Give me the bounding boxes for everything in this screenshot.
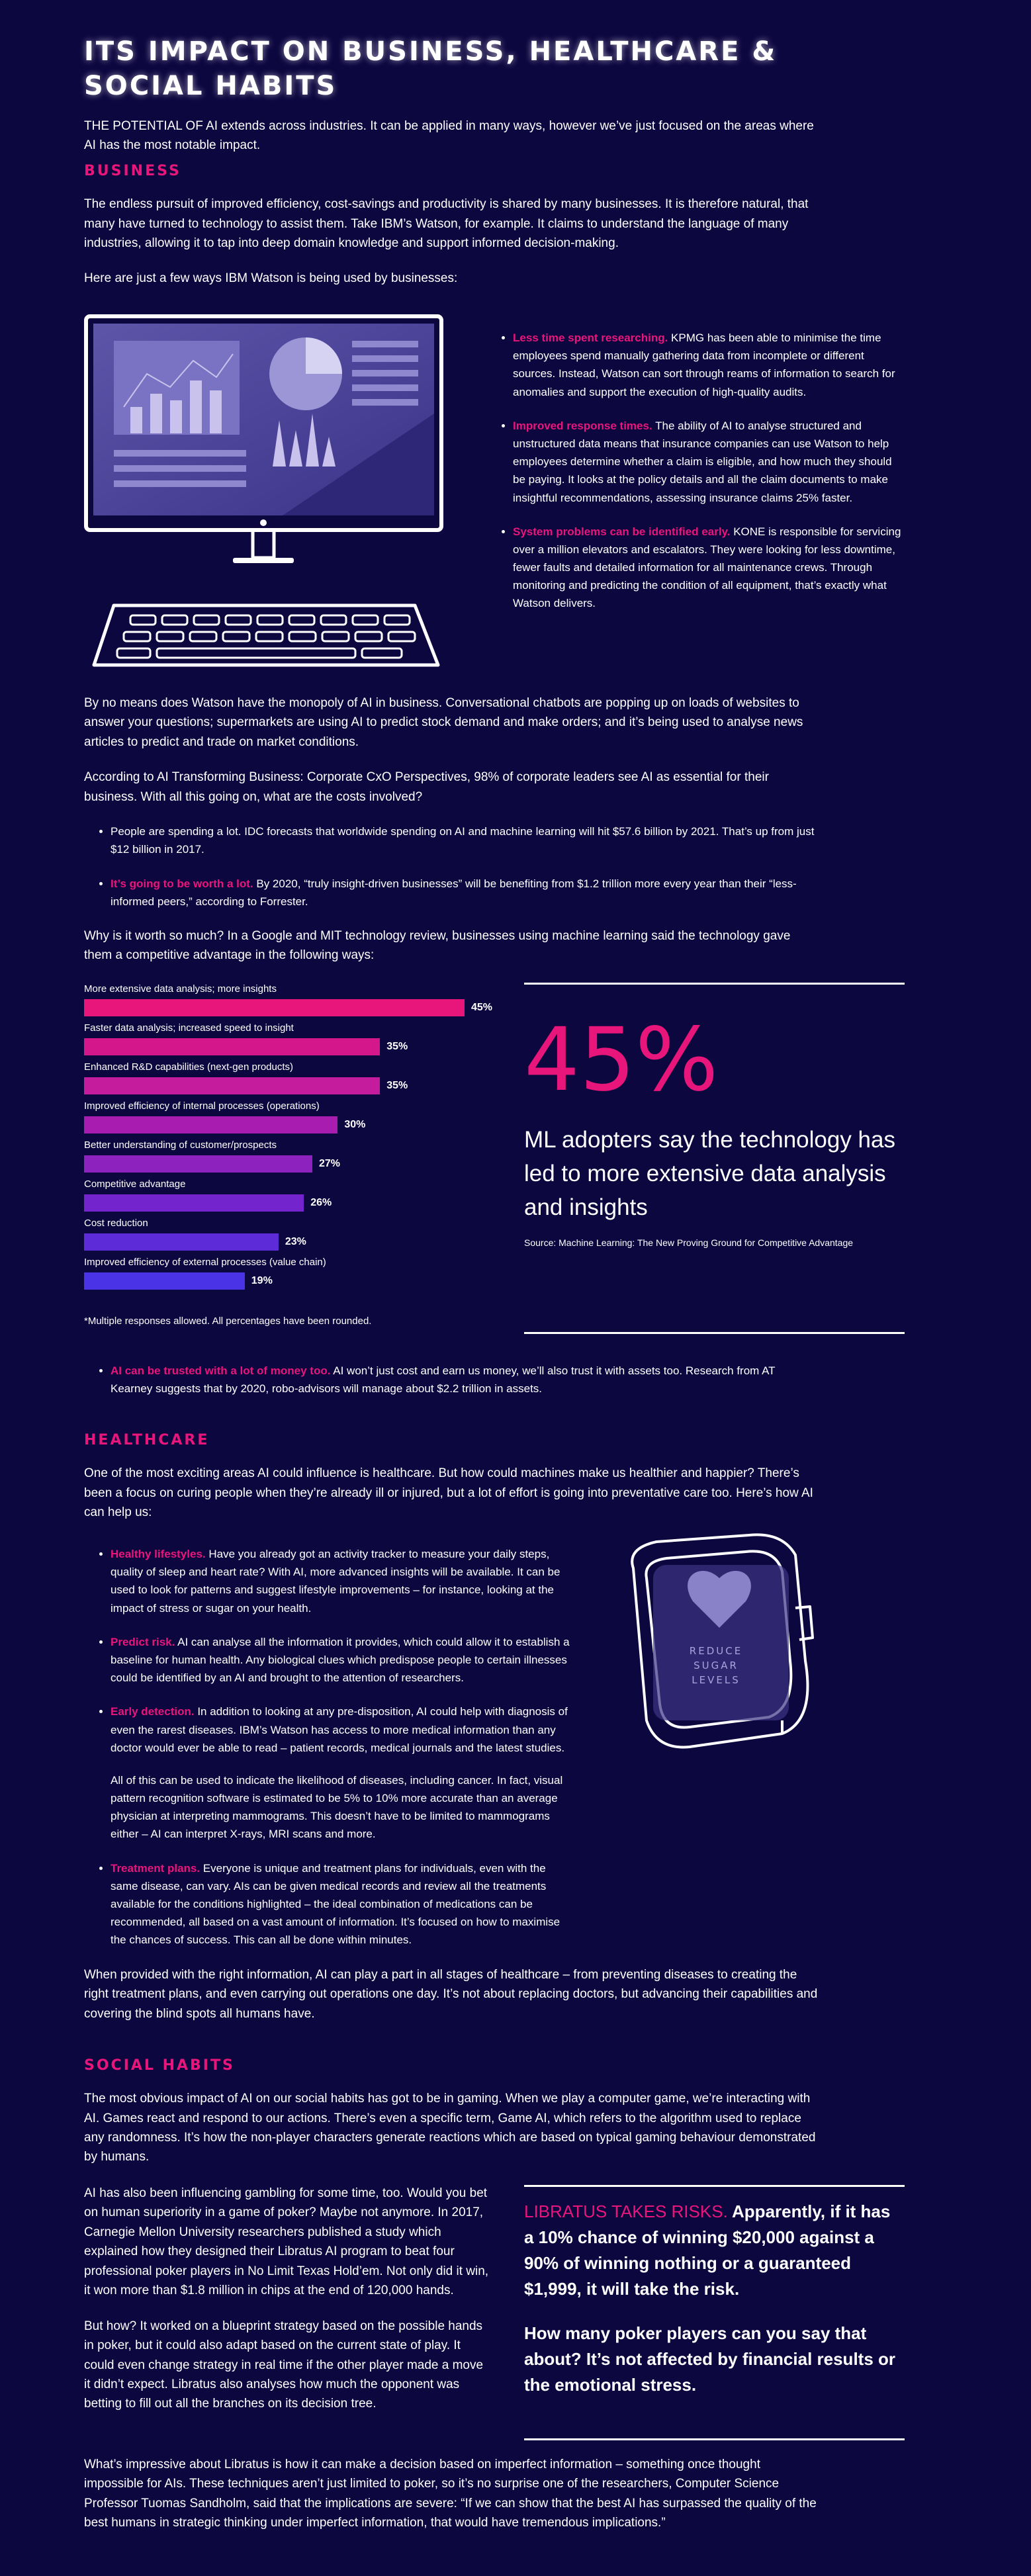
social-heading: SOCIAL HABITS: [84, 2057, 235, 2074]
computer-illustration: [84, 314, 455, 668]
social-closing: [84, 2455, 819, 2549]
bar: [84, 1155, 312, 1173]
business-p5: Why is it worth so much? In a Google and MIT technology review, businesses using machine learning said the technology gave them a competitive advantage in the following ways:: [84, 928, 791, 963]
bar: [84, 999, 465, 1016]
social-section: [84, 2055, 819, 2183]
bar-value-label: 26%: [310, 1196, 332, 1208]
bar-value-label: 35%: [386, 1040, 408, 1052]
list-item: • Early detection. In addition to looking at any pre-disposition, AI could help with diagnosis of even the rarest diseases. IBM’s Watson has access to more medical information than any doctor would ever be able to read – patient records, medical journals and the latest studies. All of this can be used to indicate the likelihood of diseases, including cancer. In fact, visual pattern recognition software is estimated to be 5% to 10% more accurate than an average physician at interpreting mammograms. This doesn’t have to be limited to mammograms either – AI can interpret X-rays, MRI scans and more.: [111, 1703, 570, 1843]
healthcare-heading: HEALTHCARE: [84, 1432, 210, 1448]
bar: [84, 1233, 279, 1251]
list-item: • People are spending a lot. IDC forecasts that worldwide spending on AI and machine learning will hit $57.6 billion by 2021. That’s up from just $12 billion in 2017.: [111, 822, 819, 858]
business-heading: BUSINESS: [84, 163, 181, 179]
article: [84, 0, 901, 2530]
stat-text: ML adopters say the technology has led to more extensive data analysis and insights: [524, 1127, 895, 1220]
bar-value-label: 45%: [471, 1001, 493, 1013]
bar-value-label: 27%: [319, 1157, 341, 1169]
business-p1: The endless pursuit of improved efficiency, cost-savings and productivity is shared by many businesses. It is therefore natural, that many have turned to technology to assist them. Take IBM’s Watson, for example. It claims to understand the language of many industries, allowing it to tap into deep domain knowledge and support informed decision-making.: [84, 197, 809, 250]
healthcare-section: [84, 1429, 819, 1538]
business-section: [84, 160, 819, 304]
healthcare-summary: [84, 1965, 819, 2039]
bar: [84, 1116, 337, 1133]
bar-row: [84, 1256, 494, 1295]
money-list: [84, 1362, 819, 1413]
quote-p2: How many poker players can you say that about? It’s not affected by financial results or the emotional stress.: [524, 2323, 896, 2395]
bar: [84, 1272, 245, 1290]
list-item: • Less time spent researching. KPMG has been able to minimise the time employees spend manually gathering data from incomplete or different sources. Instead, Watson can sort through reams of information to search for anomalies and support the execution of high-quality audits.: [513, 329, 907, 401]
smartwatch-illustration: [617, 1529, 815, 1754]
bar-category-label: Improved efficiency of external processes (value chain): [84, 1257, 326, 1268]
social-p3: But how? It worked on a blueprint strategy based on the possible hands in poker, but it could also adapt based on the current state of play. It could even change strategy in real time if the other player made a move it didn’t expect. Libratus also analyses how much the opponent was betting to fill out all the branches on its decision tree.: [84, 2319, 484, 2411]
list-item: • Healthy lifestyles. Have you already got an activity tracker to measure your daily steps, quality of sleep and heart rate? With AI, more advanced insights will be available. It can be used to look for patterns and suggest lifestyle improvements – for instance, looking at the impact of stress or sugar on your health.: [111, 1545, 570, 1617]
business-continued: [84, 693, 819, 981]
watch-text-line3: LEVELS: [692, 1674, 740, 1686]
quote-lead: LIBRATUS TAKES RISKS.: [524, 2201, 728, 2221]
bar-row: [84, 1178, 494, 1217]
bar-category-label: Competitive advantage: [84, 1178, 186, 1190]
libratus-quote: [524, 2185, 905, 2440]
detection-extra: All of this can be used to indicate the likelihood of diseases, including cancer. In fact, visual pattern recognition software is estimated to be 5% to 10% more accurate than an average physician at interpreting mammograms. This doesn’t have to be limited to mammograms either – AI can interpret X-rays, MRI scans and more.: [111, 1773, 563, 1841]
bar-value-label: 19%: [251, 1274, 273, 1286]
stat-source: Source: Machine Learning: The New Proving Ground for Competitive Advantage: [524, 1237, 854, 1249]
bar-category-label: Faster data analysis; increased speed to insight: [84, 1022, 294, 1034]
healthcare-list: [84, 1545, 570, 1965]
chart-footnote: *Multiple responses allowed. All percentages have been rounded.: [84, 1315, 372, 1327]
bar-row: [84, 1022, 494, 1061]
list-item: • System problems can be identified early. KONE is responsible for servicing over a million elevators and escalators. They were looking for less downtime, fewer faults and detailed information for all maintenance crews. Through monitoring and predicting the condition of all equipment, that’s exactly what Watson delivers.: [513, 523, 907, 613]
bar-value-label: 23%: [285, 1235, 306, 1247]
quote-text: Apparently, if it has a 10% chance of winning $20,000 against a 90% of winning nothing or a guaranteed $1,999, it will take the risk.: [524, 2201, 891, 2299]
bar-value-label: 30%: [344, 1118, 366, 1130]
bar-row: [84, 983, 494, 1022]
watson-list: [486, 329, 907, 629]
business-p2: Here are just a few ways IBM Watson is being used by businesses:: [84, 271, 458, 286]
watch-text-line2: SUGAR: [694, 1660, 739, 1671]
social-p4: What’s impressive about Libratus is how it can make a decision based on imperfect information – something once thought impossible for AIs. These techniques aren’t just limited to poker, so it’s no surprise one of the researchers, Computer Science Professor Tuomas Sandholm, said that the implications are severe: “If we can show that the best AI has surpassed the quality of the best humans in strategic thinking under imperfect information, that would have tremendous implications.”: [84, 2458, 817, 2530]
list-item: • Predict risk. AI can analyse all the information it provides, which could allow it to establish a baseline for human health. Any biological clues which predispose people to certain illnesses could be identified by an AI and brought to the attention of researchers.: [111, 1633, 570, 1687]
stat-number: 45%: [524, 1009, 719, 1111]
bar-category-label: More extensive data analysis; more insights: [84, 983, 277, 995]
social-p1: The most obvious impact of AI on our social habits has got to be in gaming. When we play a computer game, we’re interacting with AI. Games react and respond to our actions. There’s even a specific term, Game AI, which refers to the algorithm used to replace any randomness. It’s how the non-player characters generate reactions which are based on typical gaming behaviour demonstrated by humans.: [84, 2092, 816, 2164]
healthcare-p1: One of the most exciting areas AI could influence is healthcare. But how could machines make us healthier and happier? There’s been a focus on curing people when they’re already ill or injured, but a lot of effort is going into preventative care too. Here’s how AI can help us:: [84, 1466, 813, 1519]
bar-category-label: Enhanced R&D capabilities (next-gen products): [84, 1061, 294, 1073]
bar-row: [84, 1217, 494, 1256]
watch-text-line1: REDUCE: [689, 1645, 743, 1657]
social-left-column: [84, 2184, 491, 2430]
bar: [84, 1077, 380, 1094]
bar: [84, 1194, 304, 1212]
list-item: • AI can be trusted with a lot of money too. AI won’t just cost and earn us money, we’ll also trust it with assets too. Research from AT Kearney suggests that by 2020, robo-advisors will manage about $2.2 trillion in assets.: [111, 1362, 819, 1398]
list-item: • Treatment plans. Everyone is unique and treatment plans for individuals, even with the same disease, can vary. AIs can be given medical records and review all the treatments available for the conditions highlighted – the ideal combination of medications can be recommended, all based on a vast amount of information. It’s focused on how to maximise the chances of success. This can all be done within minutes.: [111, 1859, 570, 1949]
bar-value-label: 35%: [386, 1079, 408, 1091]
bar-chart: [84, 983, 494, 1295]
bar-row: [84, 1100, 494, 1139]
list-item: • Improved response times. The ability of AI to analyse structured and unstructured data means that insurance companies can use Watson to help employees determine whether a claim is eligible, and how much they should be paying. It looks at the policy details and all the claim documents to make insightful recommendations, assessing insurance claims 25% faster.: [513, 417, 907, 507]
social-p2: AI has also been influencing gambling for some time, too. Would you bet on human superiority in a game of poker? Maybe not anymore. In 2017, Carnegie Mellon University researchers published a study which explained how they designed their Libratus AI program to beat four professional poker players in No Limit Texas Hold’em. Not only did it win, it won more than $1.8 million in chips at the end of 120,000 hands.: [84, 2186, 489, 2298]
bar: [84, 1038, 380, 1055]
bar-row: [84, 1061, 494, 1100]
page-title: ITS IMPACT ON BUSINESS, HEALTHCARE & SOCIAL HABITS: [84, 36, 778, 101]
intro-text: THE POTENTIAL OF AI extends across industries. It can be applied in many ways, however we’ve just focused on the areas where AI has the most notable impact.: [84, 119, 814, 153]
bar-category-label: Improved efficiency of internal processes (operations): [84, 1100, 320, 1112]
list-item: • It’s going to be worth a lot. By 2020, “truly insight-driven businesses” will be benefiting from $1.2 trillion more every year than their “less-informed peers,” according to Forrester.: [111, 875, 819, 910]
bar-row: [84, 1139, 494, 1178]
healthcare-p2: When provided with the right information, AI can play a part in all stages of healthcare – from preventing diseases to creating the right treatment plans, and even carrying out operations one day. It’s not about replacing doctors, but advancing their capabilities and covering the blind spots all humans have.: [84, 1968, 818, 2021]
business-p4: According to AI Transforming Business: Corporate CxO Perspectives, 98% of corporate leaders see AI as essential for their business. With all this going on, what are the costs involved?: [84, 770, 769, 804]
bar-category-label: Cost reduction: [84, 1218, 148, 1229]
bar-category-label: Better understanding of customer/prospects: [84, 1139, 277, 1151]
business-p3: By no means does Watson have the monopoly of AI in business. Conversational chatbots are popping up on loads of websites to answer your questions; supermarkets are using AI to predict stock demand and make orders; and it’s being used to analyse news articles to predict and trade on market conditions.: [84, 696, 803, 749]
stat-callout: [524, 983, 905, 1334]
